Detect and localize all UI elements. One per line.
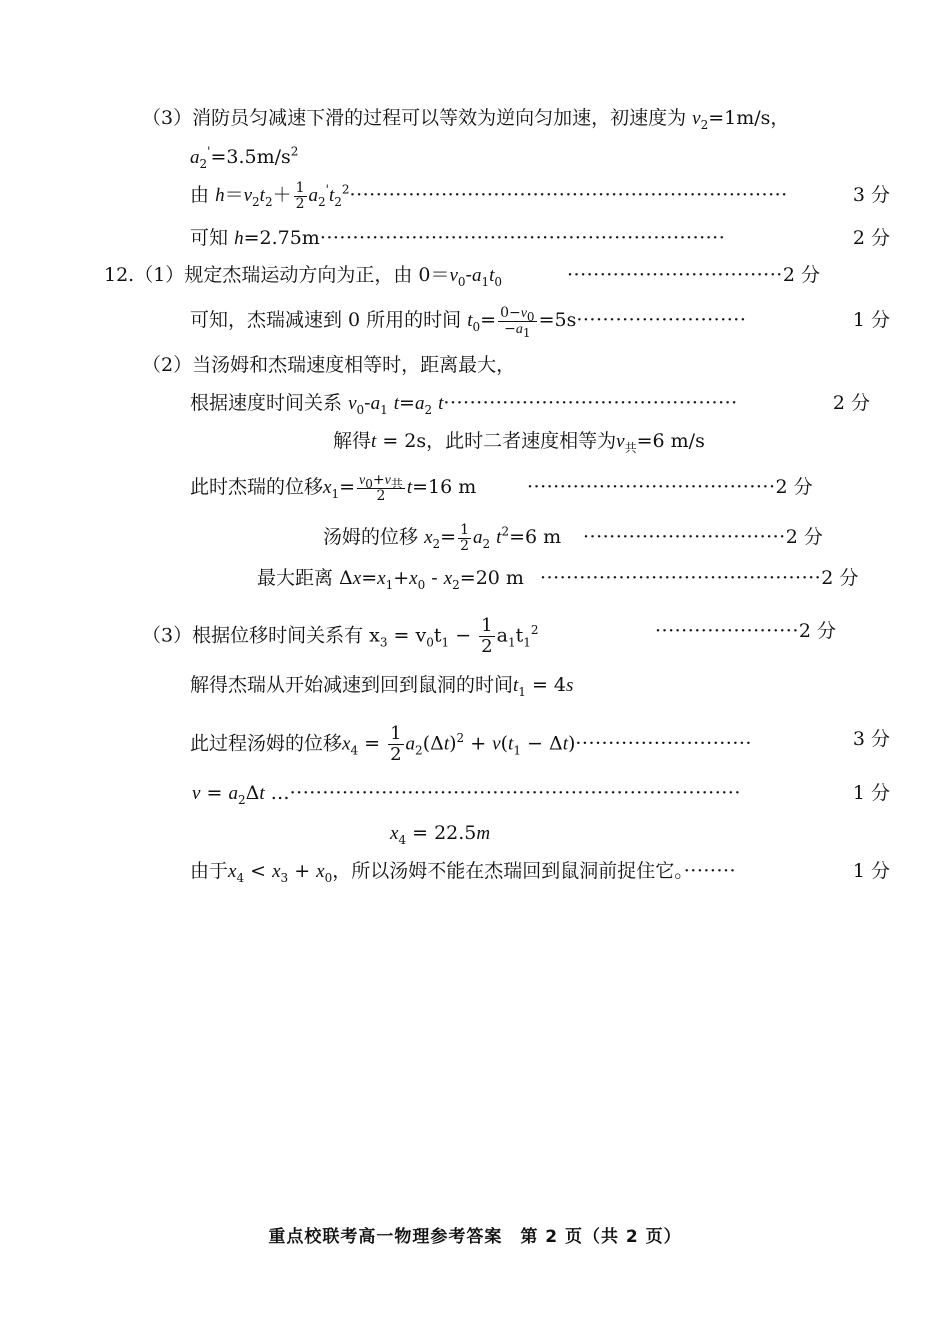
- text: 由于: [190, 860, 229, 882]
- q11-p3-result: 可知 h=2.75m······························································ 2 分: [0, 223, 890, 253]
- text: 此时杰瑞的位移: [190, 476, 324, 498]
- v2-value: =1m/s，: [708, 107, 790, 129]
- question-number: 12.: [104, 264, 135, 286]
- h-value: =2.75m: [243, 227, 320, 249]
- leader-dots: ······························································: [319, 227, 726, 249]
- text: 解得: [333, 430, 372, 452]
- points: 2 分: [775, 476, 813, 498]
- part-label: （1）: [134, 264, 185, 286]
- points: 2 分: [782, 264, 820, 286]
- t0-value: =5s: [538, 309, 577, 331]
- text: 根据位移时间关系有: [192, 624, 364, 647]
- leader-dots: ··························: [576, 309, 747, 331]
- fraction-half: $\frac{1}{2}$: [481, 615, 493, 657]
- text: ，此时二者速度相等为: [426, 430, 617, 452]
- text: 此过程汤姆的位移: [190, 732, 343, 755]
- text: 根据速度时间关系: [190, 392, 343, 414]
- q12-p3-solve: 解得杰瑞从开始减速到回到鼠洞的时间$t_1 = 4s$: [190, 674, 574, 699]
- part-label: （3）: [142, 107, 193, 129]
- q12-p3-velocity: $v = a_2\Delta t$ …····································································· 1 分: [0, 778, 890, 808]
- points: 2 分: [821, 567, 859, 589]
- leader-dots: ·············································: [443, 392, 738, 414]
- fraction-half: $\frac{1}{2}$: [295, 179, 305, 212]
- part-label: （2）: [142, 354, 193, 376]
- text: 规定杰瑞运动方向为正，由 0＝: [184, 264, 450, 286]
- delta-x-value: =20 m: [459, 567, 524, 589]
- q12-p3-conclusion: 由于$x_4 < x_3 + x_0$，所以汤姆不能在杰瑞回到鼠洞前捉住它。········ 1 分: [0, 856, 890, 886]
- leader-dots: ······································: [527, 476, 776, 498]
- text: ，所以汤姆不能在杰瑞回到鼠洞前捉住它。: [332, 860, 684, 882]
- leader-dots: ···········································: [540, 567, 822, 589]
- page-footer: 重点校联考高一物理参考答案 第 2 页（共 2 页）: [268, 1227, 682, 1247]
- leader-dots: ·····································································: [289, 782, 741, 804]
- q12-p2-line1: [0, 350, 890, 380]
- q11-p3-line1: （3）消防员匀减速下滑的过程可以等效为逆向匀加速，初速度为 $v_2=1m/s$，: [142, 107, 790, 132]
- fraction-average-velocity: $\frac{v_0+v_共}{2}$: [359, 471, 403, 504]
- points: 1 分: [852, 782, 890, 804]
- text: 可知，杰瑞减速到 0 所用的时间: [190, 309, 462, 331]
- a2-value: =3.5m/s: [210, 146, 291, 168]
- q12-p3-x4: $x_4 = 22.5m$: [390, 822, 491, 847]
- leader-dots: ···································································: [349, 184, 788, 206]
- x4-value: 22.5: [434, 822, 477, 844]
- q12-p3-tom: 此过程汤姆的位移$x_4$ = $\frac{1}{2}$ $a_2(\Delta t)^2 + v(t_1 - \Delta t)\cdot\cdot\cdot\cdot\cdot\cdot\cdot\cdot\cdot\cdot\cdot\cdot\cdot\cdot\cdot\cdot\cdot\cdot\cdot\cdot\cdot\cdot\cdot\cdot\cdot\cdot\cdot$ 3 分: [190, 723, 890, 765]
- x1-value: =16 m: [412, 476, 477, 498]
- leader-dots: ·································: [567, 264, 783, 286]
- q12-p2-jerry: 此时杰瑞的位移$x_1=$ $\frac{v_0+v_共}{2}$ t=16 m ······································2 分: [190, 471, 813, 504]
- points: 1 分: [852, 860, 890, 882]
- q12-p2-solve: 解得t = 2s，此时二者速度相等为$v_共=6$ m/s: [333, 430, 705, 455]
- fraction-half: $\frac{1}{2}$: [390, 723, 402, 765]
- text: 汤姆的位移: [323, 526, 419, 548]
- text: 消防员匀减速下滑的过程可以等效为逆向匀加速，初速度为: [192, 107, 687, 129]
- q12-p3-relation: （3）根据位移时间关系有 $x_3 = v_0t_1$ − $\frac{1}{2}$ $a_1t_1^2$ ······················2 分: [142, 615, 837, 657]
- points: 2 分: [798, 620, 837, 642]
- q12-p2-tom: 汤姆的位移 $x_2=$ $\frac{1}{2}$ $a_2$ $t^2=6$ m ·······························2 分: [323, 521, 823, 554]
- text: 可知: [190, 227, 229, 249]
- q12-p1-line1: 12.（1）规定杰瑞运动方向为正，由 $0=v_0-a_1t_0$ ·································2 分: [104, 264, 820, 289]
- leader-dots: ······················: [655, 620, 799, 642]
- points: 1 分: [852, 309, 890, 331]
- points: 3 分: [852, 728, 890, 750]
- v-common-value: =6 m/s: [636, 430, 705, 452]
- points: 2 分: [832, 392, 870, 414]
- fraction-half: $\frac{1}{2}$: [460, 521, 469, 554]
- subscript-common: 共: [390, 476, 403, 491]
- leader-dots: ···························: [575, 732, 752, 755]
- points: 2 分: [785, 526, 823, 548]
- text: 最大距离: [257, 567, 334, 589]
- q12-p2-max-distance: 最大距离 $\Delta x=x_1+x_0 - x_2=20$ m ···········································2 分: [257, 567, 859, 592]
- points: 2 分: [852, 227, 890, 249]
- leader-dots: ········: [683, 860, 737, 882]
- subscript-common: 共: [624, 440, 637, 455]
- q12-p1-line2: 可知，杰瑞减速到 0 所用的时间 $t_0=$ $\frac{0-v_0}{-a_1}$ =5s·························· 1 分: [190, 304, 890, 340]
- points: 3 分: [852, 184, 890, 206]
- x2-value: =6 m: [509, 526, 562, 548]
- text: 解得杰瑞从开始减速到回到鼠洞的时间: [190, 674, 514, 696]
- q11-p3-line2: $a_2'=3.5m/s^2$: [190, 144, 299, 171]
- text: 由: [190, 184, 210, 206]
- q12-p2-relation: 根据速度时间关系 $v_0-a_1$ $t=a_2$ t············································· 2 分: [0, 388, 890, 418]
- q11-p3-equation: 由 $h=v_2t_2+$ $\frac{1}{2}$ $a_2't_2^2\cdot\cdot\cdot\cdot\cdot\cdot\cdot\cdot\cdot\cdot\cdot\cdot\cdot\cdot\cdot\cdot\cdot\cdot\cdot\cdot\cdot\cdot\cdot\cdot\cdot\cdot\cdot\cdot\cdot\cdot\cdot\cdot\cdot\cdot\cdot\cdot\cdot\cdot\cdot\cdot\cdot\cdot\cdot\cdot\cdot\cdot\cdot\cdot\cdot\cdot\cdot\cdot\cdot\cdot\cdot\cdot\cdot\cdot\cdot\cdot\cdot\cdot\cdot\cdot\cdot\cdot\cdot$ 3 分: [190, 179, 890, 212]
- part-label: （3）: [142, 624, 193, 647]
- leader-dots: ·······························: [583, 526, 786, 548]
- text: 当汤姆和杰瑞速度相等时，距离最大，: [192, 354, 516, 376]
- fraction-t0: $\frac{0-v_0}{-a_1}$: [500, 304, 535, 340]
